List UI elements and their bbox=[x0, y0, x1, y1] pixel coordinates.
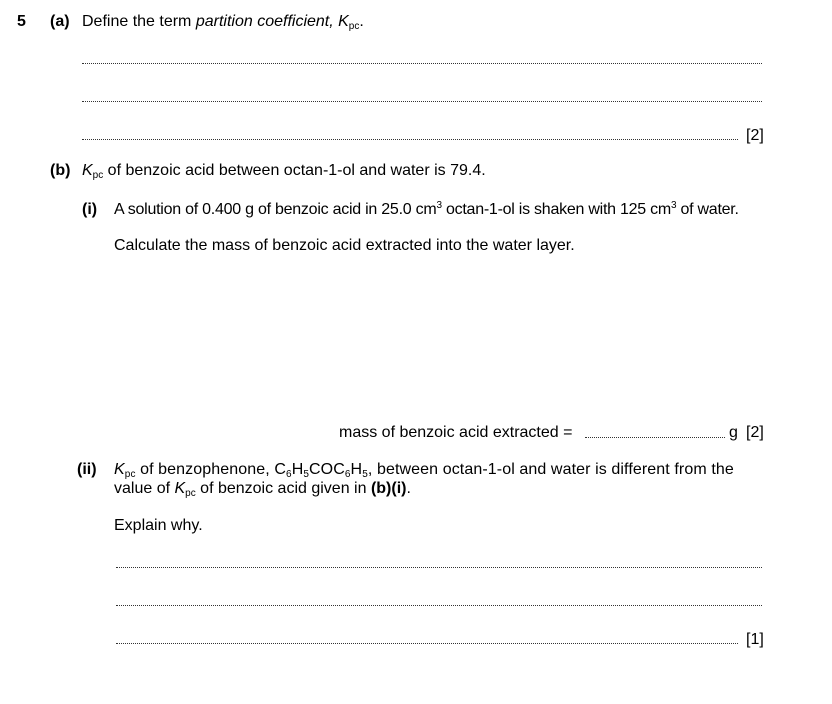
answer-line-b-ii-1[interactable] bbox=[116, 567, 762, 568]
part-b-stem: $K_{pc}$ of benzoic acid between octan-1-ol and water is 79.4. bbox=[82, 162, 486, 181]
question-number: 5 bbox=[17, 13, 26, 30]
part-b-ii-marks: [1] bbox=[746, 631, 764, 648]
answer-line-b-ii-3[interactable] bbox=[116, 643, 738, 644]
part-a-marks: [2] bbox=[746, 127, 764, 144]
part-b-label: (b) bbox=[50, 162, 71, 179]
part-b-ii-text-line2: value of $K_{pc}$ of benzoic acid given in (b)(i). bbox=[114, 480, 411, 499]
answer-field-mass[interactable] bbox=[585, 437, 725, 438]
part-a-question: Define the term partition coefficient, $K_{pc}$. bbox=[82, 13, 364, 32]
part-b-i-instruction: Calculate the mass of benzoic acid extracted into the water layer. bbox=[114, 237, 575, 254]
part-b-i-text: A solution of 0.400 g of benzoic acid in 25.0 $cm^3$ octan-1-ol is shaken with 125 $cm^3$ of water. bbox=[114, 200, 739, 218]
answer-label-mass: mass of benzoic acid extracted = bbox=[339, 424, 573, 441]
answer-unit: g bbox=[729, 424, 738, 441]
part-a-label: (a) bbox=[50, 13, 70, 30]
part-b-ii-instruction: Explain why. bbox=[114, 517, 203, 534]
part-b-i-marks: [2] bbox=[746, 424, 764, 441]
answer-line-a-1[interactable] bbox=[82, 63, 762, 64]
part-b-ii-text-line1: $K_{pc}$ of benzophenone, $C_6H_5COC_6H_5$, between octan-1-ol and water is different from the bbox=[114, 461, 734, 480]
part-b-i-label: (i) bbox=[82, 201, 98, 218]
part-b-ii-label: (ii) bbox=[77, 461, 97, 478]
answer-line-b-ii-2[interactable] bbox=[116, 605, 762, 606]
answer-line-a-3[interactable] bbox=[82, 139, 738, 140]
answer-line-a-2[interactable] bbox=[82, 101, 762, 102]
